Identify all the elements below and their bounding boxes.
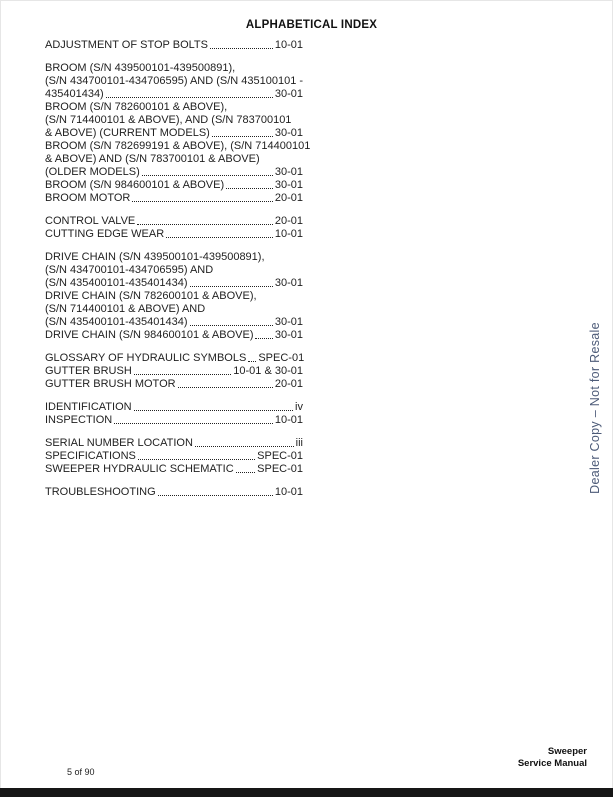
index-entry-page: 10-01 [274, 228, 303, 240]
index-entry [45, 290, 303, 303]
index-entry-text: BROOM (S/N 439500101-439500891), [45, 62, 236, 74]
index-entry-text: (OLDER MODELS) [45, 166, 140, 178]
manual-name [518, 746, 587, 769]
index-entry-page: 30-01 [274, 88, 303, 100]
dot-leader [158, 495, 273, 496]
dot-leader [255, 338, 272, 339]
index-group [45, 437, 303, 476]
index-entry [45, 251, 303, 264]
index-entry-text: GUTTER BRUSH [45, 365, 132, 377]
index-entry [45, 463, 303, 476]
index-group [45, 215, 303, 241]
index-entry-text: CUTTING EDGE WEAR [45, 228, 165, 240]
index-entry [45, 127, 303, 140]
index-entry [45, 75, 303, 88]
index-entry-page: 30-01 [274, 316, 303, 328]
index-entry-text: SPECIFICATIONS [45, 450, 136, 462]
dot-leader [114, 423, 273, 424]
index-entry [45, 114, 303, 127]
index-group [45, 62, 311, 205]
dot-leader [212, 136, 273, 137]
index-entry-page: 10-01 & 30-01 [233, 365, 303, 377]
index-entry-text: ADJUSTMENT OF STOP BOLTS [45, 39, 208, 51]
index-entry-text: & ABOVE) AND (S/N 783700101 & ABOVE) [45, 153, 260, 165]
index-entry-text: BROOM (S/N 984600101 & ABOVE) [45, 179, 225, 191]
index-entry [45, 179, 303, 192]
index-entry-page: iv [295, 401, 303, 413]
dot-leader [190, 286, 273, 287]
index-group [45, 39, 303, 52]
index-entry [45, 303, 303, 316]
page-title: ALPHABETICAL INDEX [245, 19, 378, 31]
index-entry-text: INSPECTION [45, 414, 113, 426]
index-entry-text: (S/N 434700101-434706595) AND (S/N 435100101 - [45, 75, 304, 87]
index-entry-text: 435401434) [45, 88, 104, 100]
dot-leader [166, 237, 273, 238]
index-entry-text: BROOM MOTOR [45, 192, 131, 204]
index-group [45, 352, 303, 391]
index-group [45, 486, 303, 499]
index-entry-text: GUTTER BRUSH MOTOR [45, 378, 176, 390]
index-entry [45, 215, 303, 228]
index-entry-text: (S/N 434700101-434706595) AND [45, 264, 214, 276]
dot-leader [142, 175, 273, 176]
index-entry [45, 277, 303, 290]
dot-leader [134, 374, 232, 375]
index-entry-text: SERIAL NUMBER LOCATION [45, 437, 193, 449]
index-entry [45, 450, 303, 463]
dot-leader [132, 201, 273, 202]
dot-leader [226, 188, 273, 189]
index-entry-text: DRIVE CHAIN (S/N 984600101 & ABOVE) [45, 329, 254, 341]
index-entry-text: BROOM (S/N 782699191 & ABOVE), (S/N 714400101 [45, 140, 311, 152]
index-entry-page: 20-01 [274, 215, 303, 227]
index-group [45, 401, 303, 427]
index-entry-text: SWEEPER HYDRAULIC SCHEMATIC [45, 463, 234, 475]
index-entry [45, 101, 303, 114]
manual-name-line2: Service Manual [517, 757, 587, 769]
index-entry-page: SPEC-01 [257, 450, 303, 462]
index-entry [45, 414, 303, 427]
index-entry [45, 316, 303, 329]
index-entry [45, 486, 303, 499]
index-entry [45, 329, 303, 342]
index-entry-text: (S/N 435400101-435401434) [45, 277, 188, 289]
page-indicator: 5 of 90 [67, 767, 95, 777]
index-entry [45, 140, 311, 153]
index-entry-page: 30-01 [274, 127, 303, 139]
dot-leader [134, 410, 293, 411]
index-entry-page: 10-01 [274, 486, 303, 498]
index-entry [45, 228, 303, 241]
dot-leader [195, 446, 294, 447]
index-entry [45, 437, 303, 450]
index-entry-page: 10-01 [274, 414, 303, 426]
index-entry [45, 352, 303, 365]
index-group [45, 251, 303, 342]
index-entry [45, 153, 303, 166]
index-entry-page: 20-01 [274, 378, 303, 390]
index-entry [45, 365, 303, 378]
index-entry-page: 30-01 [274, 277, 303, 289]
index-entry-page: iii [295, 437, 303, 449]
index-entry-page: 20-01 [274, 192, 303, 204]
index-entry-text: DRIVE CHAIN (S/N 439500101-439500891), [45, 251, 265, 263]
dot-leader [138, 459, 255, 460]
index-entry-text: (S/N 435400101-435401434) [45, 316, 188, 328]
index-entry [45, 166, 303, 179]
index-entry [45, 88, 303, 101]
index-entry [45, 401, 303, 414]
index-entry-text: (S/N 714400101 & ABOVE) AND [45, 303, 206, 315]
manual-name-line1: Sweeper [547, 746, 587, 757]
watermark-dealer-copy: Dealer Copy – Not for Resale [588, 322, 602, 494]
dot-leader [106, 97, 273, 98]
index-entry [45, 264, 303, 277]
index-entry-text: GLOSSARY OF HYDRAULIC SYMBOLS [45, 352, 247, 364]
index-entry-text: BROOM (S/N 782600101 & ABOVE), [45, 101, 228, 113]
index-entry [45, 192, 303, 205]
index-entry-page: SPEC-01 [257, 463, 303, 475]
index-entry-page: 30-01 [274, 179, 303, 191]
index-entry-text: DRIVE CHAIN (S/N 782600101 & ABOVE), [45, 290, 257, 302]
dot-leader [137, 224, 273, 225]
index-entry-text: & ABOVE) (CURRENT MODELS) [45, 127, 210, 139]
dot-leader [178, 387, 273, 388]
index-entry [45, 62, 303, 75]
index-entry-page: 10-01 [274, 39, 303, 51]
index-entry-page: 30-01 [274, 166, 303, 178]
index-entry-page: 30-01 [274, 329, 303, 341]
index-entry [45, 39, 303, 52]
dot-leader [210, 48, 273, 49]
index-list [45, 39, 311, 509]
index-entry-page: SPEC-01 [258, 352, 305, 364]
dot-leader [190, 325, 273, 326]
dot-leader [236, 472, 255, 473]
index-entry-text: (S/N 714400101 & ABOVE), AND (S/N 783700101 [45, 114, 292, 126]
index-entry [45, 378, 303, 391]
index-entry-text: IDENTIFICATION [45, 401, 132, 413]
index-entry-text: TROUBLESHOOTING [45, 486, 156, 498]
index-entry-text: CONTROL VALVE [45, 215, 136, 227]
footer-bar [0, 788, 613, 797]
dot-leader [248, 361, 256, 362]
